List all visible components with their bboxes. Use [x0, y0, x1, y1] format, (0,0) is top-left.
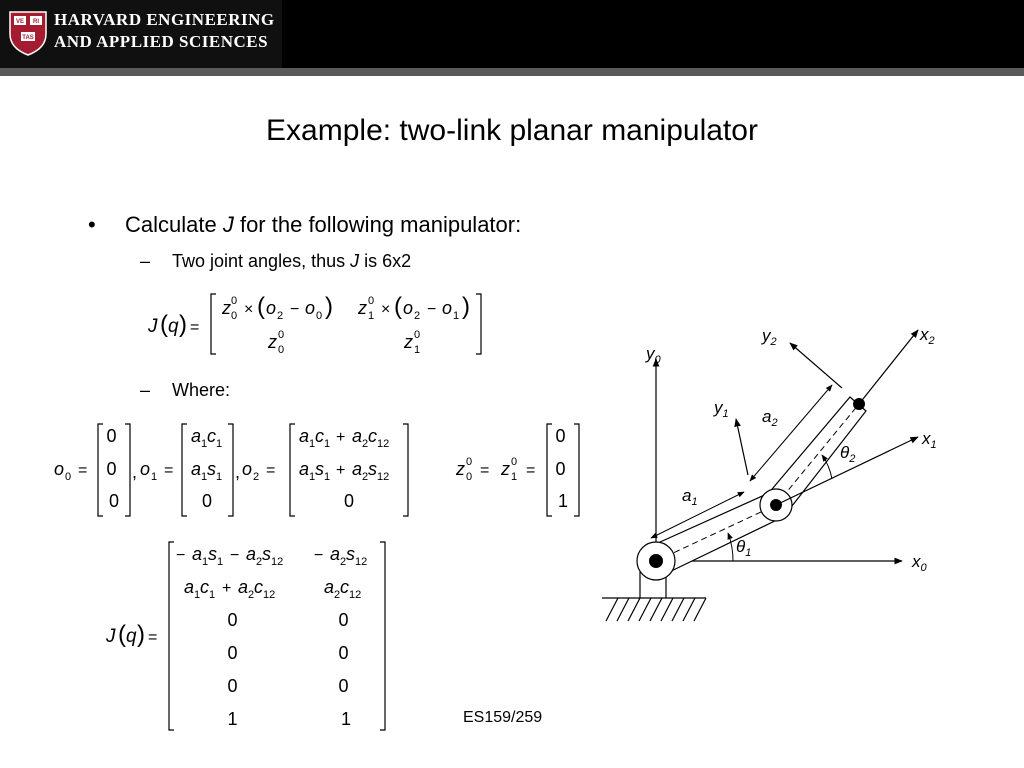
eq3-lparen: (: [118, 621, 126, 648]
label-y2-sub: 2: [770, 336, 777, 348]
svg-text:a 1 c 1 +: [299, 426, 389, 451]
eq3-sub: 12: [349, 589, 362, 601]
svg-text:x2: [919, 325, 935, 347]
header-divider: [0, 68, 1024, 76]
svg-text:x0: [911, 552, 928, 574]
eq3-c: c: [254, 577, 263, 597]
label-theta2-sub: 2: [849, 453, 856, 465]
sub-bullet-joint-angles: [140, 251, 411, 272]
eq1-sub: 2: [277, 310, 284, 322]
svg-text:x1: [921, 429, 937, 451]
equation-jacobian-result: [100, 538, 400, 736]
eq2-c: c: [315, 426, 324, 446]
svg-text:z 1 0 × (: [357, 288, 470, 323]
eq1-sub: 0: [231, 310, 238, 322]
eq2-z-val: 0: [555, 426, 566, 446]
eq3-s: s: [346, 544, 355, 564]
eq1-minus: −: [290, 301, 300, 318]
label-y0-sub: 0: [654, 354, 661, 366]
bullet-text-pre: Calculate: [125, 212, 223, 237]
svg-text:θ1: [736, 537, 751, 559]
eq3-sub: 1: [217, 556, 224, 568]
eq2-sub: 0: [466, 471, 473, 483]
slide-title: Example: two-link planar manipulator: [266, 114, 758, 147]
eq2-s: s: [368, 459, 377, 479]
svg-text:a1: [682, 486, 698, 508]
label-theta1: θ: [736, 537, 746, 556]
label-theta2: θ: [840, 443, 850, 462]
eq2-sub: 2: [362, 471, 369, 483]
label-a1-sub: 1: [691, 496, 698, 508]
header-bar: [0, 0, 1024, 68]
eq2-sub: 1: [201, 438, 208, 450]
bullet-dot: •: [88, 212, 96, 237]
eq3-cell: 0: [227, 676, 238, 696]
label-x0: x: [912, 552, 921, 571]
eq3-cell: 0: [227, 643, 238, 663]
eq2-plus: +: [336, 462, 346, 479]
eq2-o0-val: 0: [106, 426, 117, 446]
svg-text:a 1 s 1 +: [299, 459, 389, 484]
eq2-a: a: [191, 426, 202, 446]
eq3-c: c: [200, 577, 209, 597]
eq2-sub: 1: [324, 471, 331, 483]
bullet-calculate: [88, 212, 521, 238]
eq2-o1-zero: 0: [201, 491, 213, 511]
shield-text-ri: RI: [33, 19, 39, 25]
sub2-text: Where:: [172, 380, 231, 400]
label-x1: x: [922, 429, 931, 448]
eq3-q: q: [126, 626, 137, 647]
eq2-a: a: [299, 426, 310, 446]
eq2-o0-sub: 0: [65, 471, 72, 483]
svg-text:J ( q ) =: [147, 311, 199, 338]
equation-jacobian-general: [140, 288, 490, 360]
eq3-sub: 12: [355, 556, 368, 568]
eq1-equals: =: [190, 319, 200, 336]
eq3-j: J: [106, 626, 116, 647]
svg-text:0 0 0: [106, 426, 121, 511]
svg-text:y2: [761, 326, 777, 348]
eq3-sub: 1: [209, 589, 216, 601]
eq2-o2-zero: 0: [343, 491, 355, 511]
eq2-a: a: [299, 459, 310, 479]
label-y1-sub: 1: [722, 408, 729, 420]
sub-bullet-dash: –: [140, 251, 151, 271]
axis-y2: [790, 343, 842, 388]
eq2-sub: 12: [377, 471, 390, 483]
label-x2-sub: 2: [928, 335, 935, 347]
svg-text:− a 1 s 1: [176, 544, 283, 569]
eq3-cell: 1: [340, 709, 352, 729]
eq3-sub: 12: [263, 589, 276, 601]
ground-hatch: [602, 598, 706, 621]
label-x0-sub: 0: [920, 562, 927, 574]
eq2-s: s: [315, 459, 324, 479]
eq1-cross: ×: [381, 301, 391, 318]
eq1-lparen: (: [160, 311, 168, 338]
eq1-sub: 1: [453, 310, 460, 322]
harvard-shield-icon: [8, 10, 48, 56]
svg-text:0 0 1: [555, 426, 570, 511]
eq1-cross: ×: [244, 301, 254, 318]
eq2-z-val: 1: [557, 491, 569, 511]
eq1-z: z: [222, 298, 231, 318]
equation-origins: [50, 420, 590, 520]
course-code-footer: ES159/259: [463, 709, 543, 726]
eq2-z: z: [501, 459, 510, 479]
eq2-equals: =: [480, 462, 490, 479]
eq1-paren: ): [462, 293, 470, 320]
eq3-s: s: [262, 544, 271, 564]
eq1-q: q: [168, 316, 179, 337]
svg-text:o 2 =: [242, 459, 275, 484]
eq2-a: a: [352, 426, 363, 446]
two-link-manipulator-diagram: [600, 325, 950, 630]
eq3-a: a: [192, 544, 203, 564]
eq2-s: s: [207, 459, 216, 479]
svg-text:o 1 =: [140, 459, 173, 484]
eq3-a: a: [184, 577, 195, 597]
eq3-rparen: ): [137, 621, 145, 648]
eq1-paren: ): [325, 293, 333, 320]
eq2-o2-lbracket: [290, 424, 295, 516]
eq2-o2-rbracket: [403, 424, 408, 516]
eq1-sub: 0: [316, 310, 323, 322]
eq2-sup: 0: [511, 456, 518, 468]
eq2-sub: 12: [377, 438, 390, 450]
eq1-sub: 1: [368, 310, 375, 322]
eq1-sub: 1: [414, 344, 421, 356]
sub-bullet-where: [140, 380, 230, 401]
eq2-o0-rbracket: [125, 424, 130, 516]
svg-text:J ( q ) =: [105, 621, 157, 648]
eq2-sub: 1: [309, 438, 316, 450]
eq1-o: o: [266, 298, 277, 318]
joint-1-pin: [649, 554, 663, 568]
eq2-sub: 1: [201, 471, 208, 483]
eq2-plus: +: [336, 429, 346, 446]
eq1-right-bracket: [476, 294, 481, 354]
eq2-sup: 0: [466, 456, 473, 468]
eq1-o: o: [305, 298, 316, 318]
svg-text:y1: [713, 398, 729, 420]
eq2-o0-o: o: [54, 459, 65, 479]
axis-x2: [859, 330, 918, 404]
eq3-cell: 0: [338, 676, 349, 696]
eq1-z: z: [268, 332, 277, 352]
label-y0: y: [646, 344, 655, 363]
svg-text:a2: [762, 407, 778, 429]
brand-line-1: HARVARD ENGINEERING: [54, 10, 275, 29]
eq2-equals: =: [78, 462, 88, 479]
eq2-equals: =: [266, 462, 276, 479]
eq2-z-val: 0: [555, 459, 566, 479]
bullet-text-post: for the following manipulator:: [233, 212, 522, 237]
eq3-plus: +: [222, 580, 232, 597]
svg-text:a 1 s 1: [191, 459, 222, 484]
eq2-o0-lbracket: [98, 424, 103, 516]
eq2-z: z: [456, 459, 465, 479]
eq2-o1-lbracket: [182, 424, 187, 516]
eq1-sup: 0: [278, 329, 285, 341]
svg-text:z 0 0 z 1: [267, 322, 425, 357]
eq1-rparen: ): [179, 311, 187, 338]
eq2-comma: ,: [235, 462, 241, 482]
eq3-equals: =: [148, 629, 158, 646]
eq3-a: a: [246, 544, 257, 564]
eq2-sub: 1: [324, 438, 331, 450]
eq2-o1-sub: 1: [151, 471, 158, 483]
eq3-sub: 12: [271, 556, 284, 568]
eq2-c: c: [368, 426, 377, 446]
eq1-sup: 0: [414, 329, 421, 341]
eq1-j: J: [148, 316, 158, 337]
eq1-z: z: [404, 332, 413, 352]
eq1-sub: 2: [414, 310, 421, 322]
eq2-z-lbracket: [547, 424, 552, 516]
eq3-a: a: [238, 577, 249, 597]
eq1-o: o: [403, 298, 414, 318]
eq2-sub: 1: [511, 471, 518, 483]
label-y2: y: [762, 326, 771, 345]
eq2-sub: 2: [362, 438, 369, 450]
eq2-o0-val: 0: [106, 459, 117, 479]
eq3-sub: 1: [202, 556, 209, 568]
eq3-minus: −: [314, 547, 324, 564]
label-a2: a: [762, 407, 772, 426]
eq3-a: a: [324, 577, 335, 597]
eq3-s: s: [208, 544, 217, 564]
eq3-sub: 1: [194, 589, 201, 601]
sub1-post: is 6x2: [359, 251, 412, 271]
eq1-left-bracket: [211, 294, 216, 354]
eq3-minus: −: [176, 547, 186, 564]
eq2-z-rbracket: [574, 424, 579, 516]
label-y1: y: [714, 398, 723, 417]
sub-bullet-dash: –: [140, 380, 151, 400]
eq2-sub: 1: [309, 471, 316, 483]
eq1-sub: 0: [278, 344, 285, 356]
eq2-o1-rbracket: [228, 424, 233, 516]
eq2-c: c: [207, 426, 216, 446]
eq2-o2-o: o: [242, 459, 253, 479]
shield-text-ve: VE: [15, 19, 25, 25]
label-a1: a: [682, 486, 692, 505]
sub1-var-j: J: [350, 251, 360, 271]
eq3-a: a: [330, 544, 341, 564]
eq2-a: a: [352, 459, 363, 479]
eq3-sub: 2: [334, 589, 341, 601]
shield-text-tas: TAS: [22, 35, 34, 41]
bullet-var-j: J: [222, 212, 234, 237]
eq3-sub: 2: [248, 589, 255, 601]
eq3-cell: 0: [338, 610, 349, 630]
eq2-o1-o: o: [140, 459, 151, 479]
label-theta1-sub: 1: [745, 547, 752, 559]
eq2-comma: ,: [132, 462, 138, 482]
sub1-pre: Two joint angles, thus: [172, 251, 351, 271]
eq3-right-bracket: [380, 542, 385, 730]
axis-y1: [736, 419, 748, 475]
eq3-left-bracket: [169, 542, 174, 730]
eq1-paren: (: [394, 293, 402, 320]
eq2-sub: 1: [216, 471, 223, 483]
eq2-a: a: [191, 459, 202, 479]
eq1-z: z: [358, 298, 367, 318]
harvard-logo: [0, 0, 282, 68]
brand-line-2: AND APPLIED SCIENCES: [54, 32, 269, 51]
eq1-sup: 0: [231, 295, 238, 307]
eq3-sub: 2: [256, 556, 263, 568]
svg-text:0 0 0 0 0: [227, 610, 353, 729]
svg-text:θ2: [840, 443, 855, 465]
eq1-minus: −: [427, 301, 437, 318]
label-a2-sub: 2: [771, 417, 778, 429]
svg-text:z 0 0 = z: [455, 449, 535, 484]
eq1-paren: (: [257, 293, 265, 320]
label-x1-sub: 1: [930, 439, 937, 451]
eq3-sub: 2: [340, 556, 347, 568]
svg-text:a 2 c 12: [324, 577, 361, 602]
eq2-o0-val: 0: [108, 491, 120, 511]
eq3-cell: 0: [227, 610, 238, 630]
eq3-cell: 0: [338, 643, 349, 663]
eq1-o: o: [442, 298, 453, 318]
svg-text:y0: [645, 344, 662, 366]
eq2-equals: =: [526, 462, 536, 479]
eq3-cell: 1: [227, 709, 238, 729]
svg-text:− a 2 s 12: [314, 544, 367, 569]
label-x2: x: [920, 325, 929, 344]
svg-text:o 0 =: [54, 459, 87, 484]
svg-text:a 1 c 1 +: [184, 577, 275, 602]
svg-text:z 0 0 × (: [221, 288, 333, 323]
eq3-c: c: [340, 577, 349, 597]
eq2-sub: 1: [216, 438, 223, 450]
eq3-minus: −: [230, 547, 240, 564]
eq2-equals: =: [164, 462, 174, 479]
svg-text:a 1 c 1: [191, 426, 222, 451]
eq1-sup: 0: [368, 295, 375, 307]
eq2-o2-sub: 2: [253, 471, 260, 483]
